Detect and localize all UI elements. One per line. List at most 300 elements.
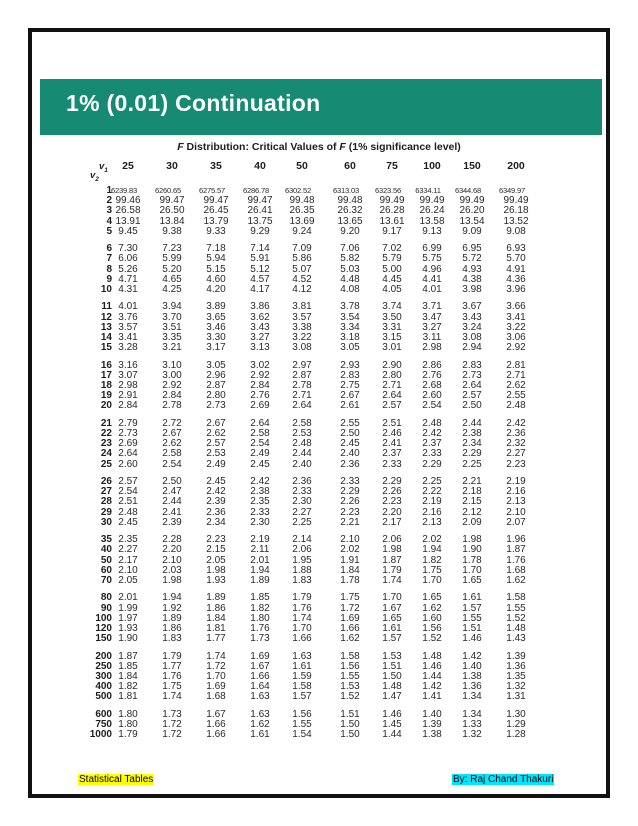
table-cell: 2.92 (506, 342, 526, 354)
table-cell: 2.45 (340, 438, 360, 450)
table-cell: 2.45 (206, 476, 226, 487)
column-header: 50 (296, 160, 308, 172)
table-cell: 2.48 (292, 438, 312, 450)
table-cell: 1.59 (292, 671, 312, 682)
table-cell: 3.18 (340, 332, 360, 343)
table-cell: 5.94 (206, 253, 226, 265)
table-cell: 2.18 (462, 486, 482, 498)
table-cell: 3.22 (506, 321, 526, 333)
table-cell: 1.76 (250, 623, 270, 634)
table-cell: 2.69 (250, 400, 270, 412)
table-cell: 99.47 (159, 195, 185, 207)
table-cell: 2.44 (292, 448, 312, 460)
table-cell: 1.46 (462, 633, 482, 645)
table-cell: 1.73 (162, 708, 182, 720)
table-cell: 2.36 (206, 506, 226, 518)
table-cell: 1.77 (206, 633, 226, 645)
column-header: 75 (386, 160, 398, 172)
table-cell: 2.36 (506, 428, 526, 439)
table-cell: 2.64 (292, 400, 312, 412)
table-cell: 2.71 (506, 369, 526, 381)
column-header: 40 (254, 160, 266, 172)
table-cell: 1.55 (462, 612, 482, 624)
row-label: 29 (100, 506, 112, 518)
table-cell: 1.38 (422, 729, 442, 741)
table-cell: 1.72 (340, 602, 360, 614)
table-cell: 1.89 (206, 592, 226, 604)
table-cell: 2.34 (206, 516, 226, 528)
table-cell: 2.87 (292, 369, 312, 381)
table-cell: 6.99 (422, 243, 442, 255)
table-cell: 3.43 (250, 321, 270, 333)
table-cell: 1.86 (162, 623, 182, 634)
table-cell: 1.68 (206, 691, 226, 703)
row-label: 80 (100, 592, 112, 604)
table-cell: 2.32 (506, 438, 526, 450)
table-cell: 1.39 (506, 650, 526, 662)
table-cell: 3.05 (340, 342, 360, 354)
table-cell: 2.53 (292, 428, 312, 439)
table-cell: 2.38 (250, 486, 270, 498)
table-cell: 5.72 (462, 253, 482, 265)
table-cell: 1.81 (206, 623, 226, 634)
table-cell: 3.07 (118, 369, 138, 381)
table-cell: 5.99 (162, 253, 182, 265)
table-cell: 2.29 (340, 486, 360, 498)
table-cell: 99.47 (247, 195, 273, 207)
heading-f-var-2: F (339, 141, 346, 153)
table-cell: 2.25 (292, 516, 312, 528)
table-cell: 2.22 (422, 486, 442, 498)
table-cell: 4.65 (162, 273, 182, 285)
table-cell: 6302.52 (284, 186, 312, 195)
table-cell: 2.23 (382, 496, 402, 508)
table-cell: 2.44 (462, 417, 482, 429)
table-cell: 2.67 (206, 417, 226, 429)
table-cell: 1.48 (506, 623, 526, 634)
table-cell: 2.33 (382, 458, 402, 470)
table-cell: 2.13 (506, 496, 526, 508)
table-cell: 2.23 (206, 534, 226, 546)
table-cell: 26.28 (379, 205, 405, 217)
table-cell: 3.74 (382, 301, 402, 313)
table-cell: 4.60 (206, 273, 226, 285)
row-label: 17 (100, 369, 112, 381)
table-cell: 1.42 (462, 650, 482, 662)
table-cell: 4.41 (422, 273, 442, 285)
row-label: 750 (95, 719, 112, 730)
table-cell: 2.76 (422, 369, 442, 381)
table-cell: 1.44 (422, 671, 442, 682)
table-cell: 9.33 (206, 225, 226, 237)
table-cell: 2.46 (382, 428, 402, 439)
table-cell: 2.06 (382, 534, 402, 546)
table-cell: 2.64 (118, 448, 138, 460)
table-cell: 5.00 (382, 263, 402, 275)
table-cell: 99.47 (203, 195, 229, 207)
table-cell: 1.66 (206, 729, 226, 741)
table-cell: 2.78 (162, 400, 182, 412)
table-cell: 1.29 (506, 719, 526, 730)
table-cell: 2.36 (292, 476, 312, 487)
table-cell: 2.62 (206, 428, 226, 439)
table-cell: 2.86 (422, 359, 442, 371)
table-cell: 2.41 (162, 506, 182, 518)
table-cell: 2.29 (382, 476, 402, 487)
table-cell: 1.76 (162, 671, 182, 682)
table-cell: 2.01 (118, 592, 138, 604)
row-label: 200 (95, 650, 112, 662)
table-cell: 7.02 (382, 243, 402, 255)
table-cell: 1.99 (118, 602, 138, 614)
table-cell: 1.34 (462, 691, 482, 703)
table-cell: 3.43 (462, 311, 482, 323)
table-cell: 2.16 (506, 486, 526, 498)
table-cell: 1.80 (118, 708, 138, 720)
table-cell: 1.33 (462, 719, 482, 730)
table-cell: 26.58 (115, 205, 141, 217)
table-cell: 1.78 (462, 554, 482, 566)
page-title: 1% (0.01) Continuation (66, 90, 321, 116)
table-cell: 4.91 (506, 263, 526, 275)
table-cell: 1.58 (292, 681, 312, 693)
table-cell: 5.15 (206, 263, 226, 275)
table-cell: 1.36 (462, 681, 482, 693)
table-cell: 2.90 (382, 359, 402, 371)
table-cell: 3.70 (162, 311, 182, 323)
table-cell: 2.73 (206, 400, 226, 412)
table-cell: 2.93 (340, 359, 360, 371)
table-cell: 3.62 (250, 311, 270, 323)
table-cell: 13.65 (337, 215, 363, 227)
table-cell: 6.06 (118, 253, 138, 265)
table-cell: 3.89 (206, 301, 226, 313)
table-cell: 13.79 (203, 215, 229, 227)
table-cell: 3.94 (162, 301, 182, 313)
table-cell: 13.61 (379, 215, 405, 227)
table-cell: 2.23 (506, 458, 526, 470)
table-cell: 3.47 (422, 311, 442, 323)
table-cell: 1.57 (292, 691, 312, 703)
table-cell: 2.58 (250, 428, 270, 439)
table-cell: 4.01 (422, 284, 442, 295)
row-axis-label: $v_2$ (90, 170, 99, 183)
table-cell: 1.73 (250, 633, 270, 645)
table-cell: 2.53 (206, 448, 226, 460)
table-cell: 3.81 (292, 301, 312, 313)
table-cell: 1.74 (206, 650, 226, 662)
row-label: 16 (100, 359, 112, 371)
table-cell: 9.13 (422, 225, 442, 237)
row-label: 13 (100, 321, 112, 333)
table-cell: 1.74 (382, 575, 402, 586)
table-cell: 1.69 (250, 650, 270, 662)
table-cell: 5.70 (506, 253, 526, 265)
table-cell: 9.38 (162, 225, 182, 237)
column-header: 150 (463, 160, 481, 172)
table-cell: 2.20 (382, 506, 402, 518)
table-cell: 2.42 (422, 428, 442, 439)
table-cell: 1.53 (382, 650, 402, 662)
table-cell: 4.20 (206, 284, 226, 295)
row-label: 3 (106, 205, 112, 217)
table-cell: 2.39 (206, 496, 226, 508)
table-cell: 4.31 (118, 284, 138, 295)
table-cell: 2.10 (162, 554, 182, 566)
table-cell: 1.61 (250, 729, 270, 741)
table-cell: 1.66 (206, 719, 226, 730)
table-cell: 1.94 (162, 592, 182, 604)
table-cell: 1.70 (292, 623, 312, 634)
table-cell: 1.98 (382, 544, 402, 556)
table-cell: 1.79 (162, 650, 182, 662)
column-header: 60 (344, 160, 356, 172)
heading-tail: (1% significance level) (345, 141, 461, 153)
row-label: 27 (100, 486, 112, 498)
table-cell: 1.81 (118, 691, 138, 703)
table-cell: 26.20 (459, 205, 485, 217)
table-cell: 2.73 (118, 428, 138, 439)
table-cell: 2.21 (462, 476, 482, 487)
table-cell: 26.32 (337, 205, 363, 217)
table-cell: 3.57 (292, 311, 312, 323)
table-cell: 2.21 (340, 516, 360, 528)
table-cell: 1.70 (422, 575, 442, 586)
table-cell: 9.20 (340, 225, 360, 237)
table-cell: 1.55 (506, 602, 526, 614)
table-cell: 1.63 (250, 708, 270, 720)
table-cell: 2.16 (422, 506, 442, 518)
table-cell: 4.01 (118, 301, 138, 313)
table-cell: 2.78 (292, 380, 312, 391)
table-cell: 2.33 (340, 476, 360, 487)
column-header: 30 (166, 160, 178, 172)
table-cell: 7.30 (118, 243, 138, 255)
table-cell: 1.62 (422, 602, 442, 614)
table-cell: 2.80 (206, 390, 226, 402)
table-cell: 1.87 (382, 554, 402, 566)
table-cell: 2.67 (162, 428, 182, 439)
table-cell: 2.42 (206, 486, 226, 498)
table-cell: 1.45 (382, 719, 402, 730)
table-cell: 2.58 (292, 417, 312, 429)
table-cell: 6239.83 (110, 186, 138, 195)
table-cell: 3.50 (382, 311, 402, 323)
table-cell: 1.63 (292, 650, 312, 662)
table-cell: 3.35 (162, 332, 182, 343)
table-cell: 9.08 (506, 225, 526, 237)
table-cell: 1.85 (118, 660, 138, 672)
table-cell: 3.46 (206, 321, 226, 333)
row-label: 2 (106, 195, 112, 207)
table-cell: 2.49 (206, 458, 226, 470)
table-cell: 2.13 (422, 516, 442, 528)
table-cell: 1.32 (462, 729, 482, 741)
row-label: 4 (106, 215, 112, 227)
table-cell: 13.52 (503, 215, 529, 227)
table-cell: 1.62 (506, 575, 526, 586)
table-cell: 1.91 (340, 554, 360, 566)
row-label: 35 (100, 534, 112, 546)
table-cell: 26.35 (289, 205, 315, 217)
table-cell: 1.48 (382, 681, 402, 693)
table-cell: 2.25 (462, 458, 482, 470)
table-cell: 2.58 (162, 448, 182, 460)
table-cell: 1.62 (250, 719, 270, 730)
column-header: 25 (122, 160, 134, 172)
table-cell: 3.38 (292, 321, 312, 333)
table-cell: 2.29 (422, 458, 442, 470)
table-cell: 2.23 (340, 506, 360, 518)
table-cell: 4.25 (162, 284, 182, 295)
table-cell: 3.67 (462, 301, 482, 313)
table-cell: 2.30 (250, 516, 270, 528)
table-cell: 1.54 (292, 729, 312, 741)
table-cell: 2.92 (250, 369, 270, 381)
table-cell: 1.50 (382, 671, 402, 682)
table-cell: 1.46 (422, 660, 442, 672)
table-cell: 4.71 (118, 273, 138, 285)
table-cell: 3.41 (506, 311, 526, 323)
table-cell: 1.70 (206, 671, 226, 682)
table-cell: 1.51 (382, 660, 402, 672)
table-cell: 2.57 (382, 400, 402, 412)
table-cell: 2.40 (292, 458, 312, 470)
table-cell: 2.51 (382, 417, 402, 429)
table-cell: 2.30 (292, 496, 312, 508)
col-axis-label: $v_1$ (99, 161, 108, 174)
table-cell: 2.15 (206, 544, 226, 556)
table-cell: 1.76 (506, 554, 526, 566)
table-cell: 1.82 (118, 681, 138, 693)
table-cell: 99.49 (459, 195, 485, 207)
table-cell: 4.93 (462, 263, 482, 275)
row-label: 11 (101, 301, 112, 313)
heading-text: Distribution: Critical Values of (183, 141, 340, 153)
table-cell: 1.79 (292, 592, 312, 604)
row-label: 25 (100, 458, 112, 470)
table-cell: 2.55 (506, 390, 526, 402)
row-label: 12 (100, 311, 112, 323)
table-cell: 3.96 (506, 284, 526, 295)
table-cell: 2.69 (118, 438, 138, 450)
table-cell: 4.05 (382, 284, 402, 295)
table-cell: 6313.03 (332, 186, 360, 195)
table-cell: 2.45 (250, 458, 270, 470)
table-cell: 3.16 (118, 359, 138, 371)
row-label: 7 (106, 253, 112, 265)
table-cell: 3.78 (340, 301, 360, 313)
table-cell: 2.76 (250, 390, 270, 402)
table-cell: 2.35 (250, 496, 270, 508)
table-cell: 2.51 (118, 496, 138, 508)
table-cell: 7.18 (206, 243, 226, 255)
table-cell: 2.97 (292, 359, 312, 371)
table-cell: 3.51 (162, 321, 182, 333)
table-cell: 1.87 (118, 650, 138, 662)
table-cell: 1.88 (292, 564, 312, 576)
table-cell: 1.80 (250, 612, 270, 624)
table-cell: 2.06 (292, 544, 312, 556)
table-cell: 1.67 (382, 602, 402, 614)
table-cell: 13.58 (419, 215, 445, 227)
table-cell: 1.72 (162, 729, 182, 741)
table-cell: 1.50 (340, 719, 360, 730)
f-distribution-table (32, 32, 606, 752)
table-cell: 1.52 (340, 691, 360, 703)
table-cell: 2.54 (422, 400, 442, 412)
row-label: 5 (106, 225, 112, 237)
table-cell: 3.17 (206, 342, 226, 354)
table-cell: 1.98 (162, 575, 182, 586)
table-cell: 1.39 (422, 719, 442, 730)
table-cell: 1.60 (422, 612, 442, 624)
table-cell: 2.15 (462, 496, 482, 508)
table-cell: 2.07 (506, 516, 526, 528)
table-cell: 6.95 (462, 243, 482, 255)
row-label: 22 (100, 428, 112, 439)
table-cell: 1.96 (506, 534, 526, 546)
table-cell: 1.97 (118, 612, 138, 624)
table-cell: 3.01 (382, 342, 402, 354)
table-cell: 4.57 (250, 273, 270, 285)
table-cell: 1.58 (340, 650, 360, 662)
table-cell: 13.84 (159, 215, 185, 227)
row-label: 100 (95, 612, 112, 624)
table-cell: 1.79 (118, 729, 138, 741)
table-cell: 2.26 (382, 486, 402, 498)
row-label: 400 (95, 681, 112, 693)
table-cell: 1.32 (506, 681, 526, 693)
table-cell: 1.58 (506, 592, 526, 604)
table-cell: 2.71 (292, 390, 312, 402)
row-label: 26 (100, 476, 112, 487)
table-cell: 2.68 (422, 380, 442, 391)
table-cell: 2.48 (118, 506, 138, 518)
row-label: 14 (100, 332, 112, 343)
table-cell: 6323.56 (374, 186, 402, 195)
table-cell: 1.66 (250, 671, 270, 682)
table-cell: 3.31 (382, 321, 402, 333)
table-cell: 2.57 (118, 476, 138, 487)
table-cell: 1.80 (118, 719, 138, 730)
row-label: 23 (100, 438, 112, 450)
table-cell: 2.29 (462, 448, 482, 460)
table-cell: 2.84 (250, 380, 270, 391)
table-cell: 2.50 (340, 428, 360, 439)
table-cell: 26.50 (159, 205, 185, 217)
row-label: 250 (95, 660, 112, 672)
table-cell: 2.98 (118, 380, 138, 391)
table-cell: 3.05 (206, 359, 226, 371)
row-label: 21 (100, 417, 112, 429)
table-cell: 3.54 (340, 311, 360, 323)
table-cell: 1.69 (206, 681, 226, 693)
table-cell: 7.14 (250, 243, 270, 255)
table-cell: 3.10 (162, 359, 182, 371)
table-cell: 1.65 (382, 612, 402, 624)
table-cell: 1.89 (250, 575, 270, 586)
table-cell: 1.75 (422, 564, 442, 576)
table-cell: 5.12 (250, 263, 270, 275)
table-cell: 2.54 (118, 486, 138, 498)
table-cell: 5.20 (162, 263, 182, 275)
table-cell: 2.57 (462, 390, 482, 402)
table-cell: 99.49 (419, 195, 445, 207)
table-cell: 1.68 (506, 564, 526, 576)
table-cell: 5.07 (292, 263, 312, 275)
table-cell: 2.55 (340, 417, 360, 429)
